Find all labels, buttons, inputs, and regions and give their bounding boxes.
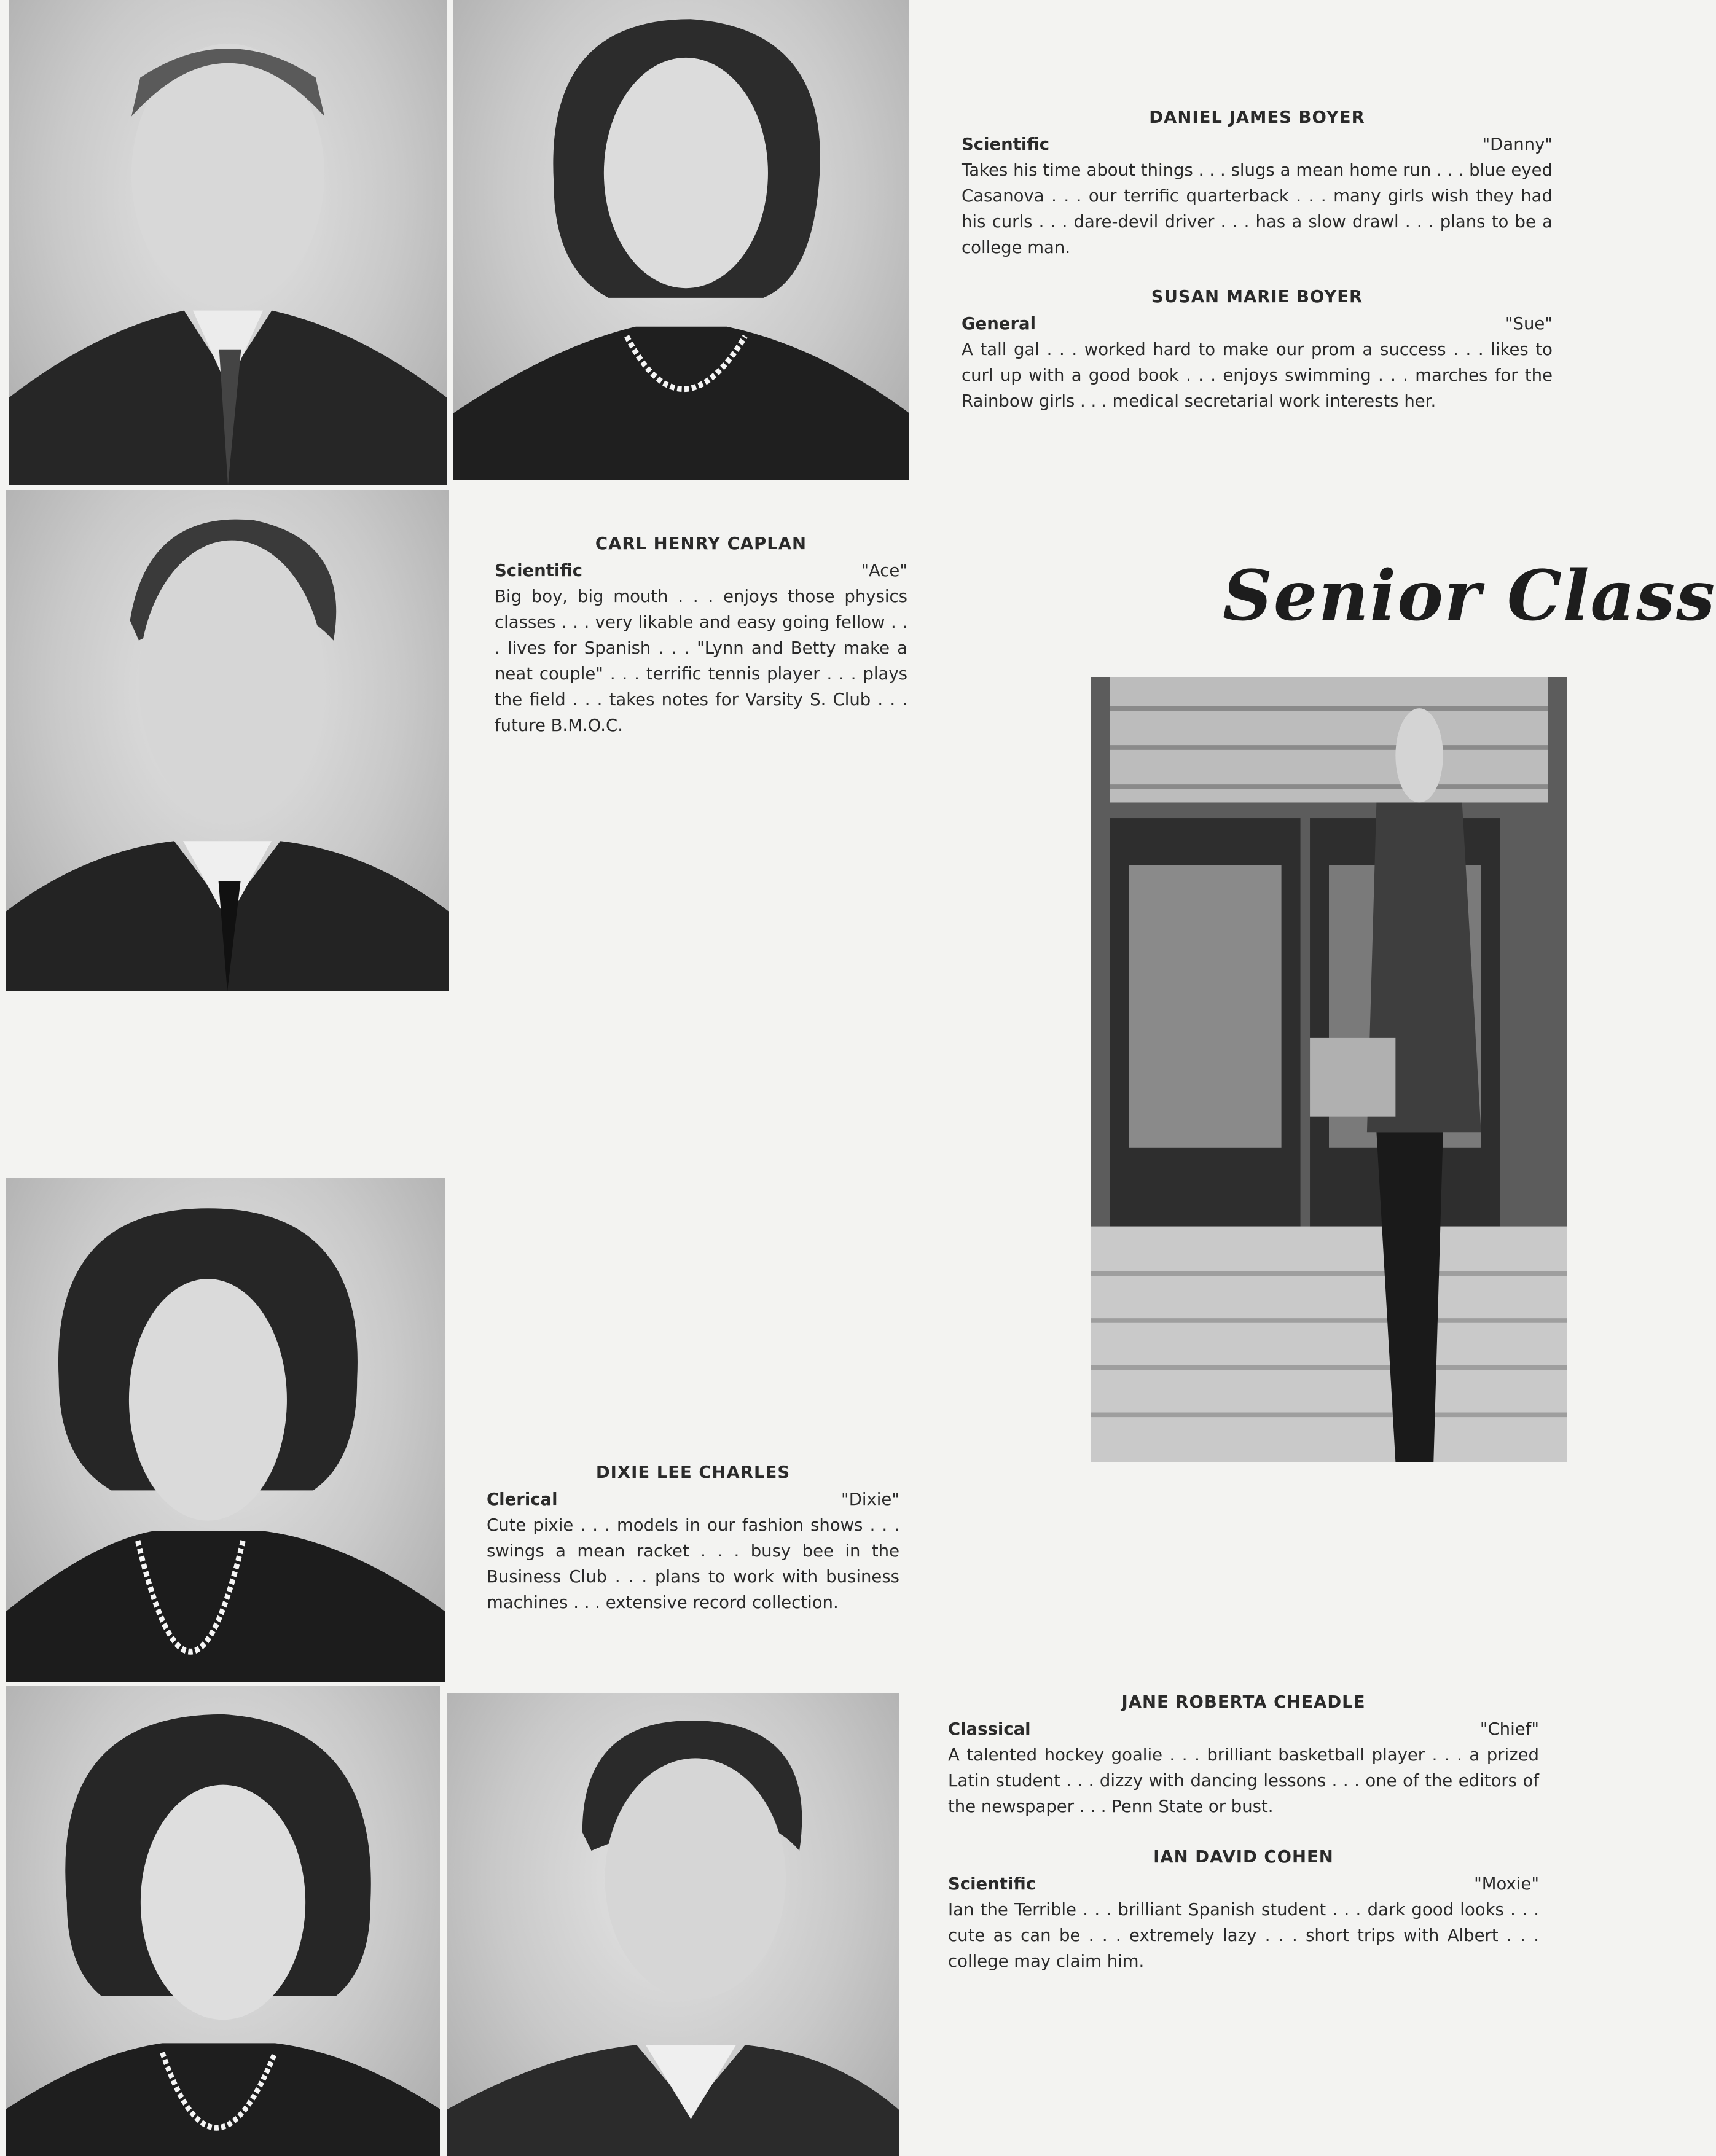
portrait-ian-cohen <box>447 1693 899 2156</box>
bio-ian-cohen <box>948 1844 1539 1974</box>
senior-name: DANIEL JAMES BOYER <box>1149 107 1365 127</box>
bio-daniel-boyer <box>962 104 1553 260</box>
senior-nickname: "Danny" <box>1482 135 1553 154</box>
senior-name: IAN DAVID COHEN <box>1153 1847 1334 1867</box>
senior-bio: A tall gal . . . worked hard to make our prom a success . . . likes to curl up with a good book . . . enjoys swimming . . . marches for the Rainbow girls . . . medical secretarial work interests her. <box>962 340 1553 411</box>
senior-nickname: "Sue" <box>1505 314 1553 334</box>
senior-name: JANE ROBERTA CHEADLE <box>1121 1692 1366 1712</box>
senior-bio: Cute pixie . . . models in our fashion shows . . . swings a mean racket . . . busy bee in the Business Club . . . plans to work with business machines . . . extensive record collection. <box>487 1515 899 1612</box>
senior-name: CARL HENRY CAPLAN <box>595 534 807 553</box>
bio-dixie-charles <box>487 1459 899 1615</box>
senior-course: Scientific <box>962 135 1050 154</box>
bio-carl-caplan <box>495 531 907 738</box>
senior-nickname: "Chief" <box>1479 1719 1539 1739</box>
senior-course: Clerical <box>487 1490 558 1509</box>
bio-susan-boyer <box>962 284 1553 414</box>
senior-course: General <box>962 314 1036 334</box>
doorway-photo <box>1091 677 1567 1462</box>
senior-nickname: "Ace" <box>861 561 907 580</box>
portrait-susan-boyer <box>453 0 909 480</box>
senior-bio: Big boy, big mouth . . . enjoys those physics classes . . . very likable and easy going fellow . . . lives for Spanish . . . "Lynn and Betty make a neat couple" . . . terrific tennis player . . . plays the field . . . takes notes for Varsity S. Club . . . future B.M.O.C. <box>495 587 907 735</box>
senior-course: Scientific <box>948 1874 1036 1894</box>
senior-nickname: "Moxie" <box>1474 1874 1539 1894</box>
senior-name: DIXIE LEE CHARLES <box>595 1463 791 1482</box>
section-title: Senior Class <box>1223 556 1716 636</box>
portrait-dixie-charles <box>6 1178 445 1682</box>
portrait-daniel-boyer <box>9 0 447 485</box>
senior-bio: Takes his time about things . . . slugs a mean home run . . . blue eyed Casanova . . . our terrific quarterback . . . many girls wish they had his curls . . . dare-devil driver . . . has a slow drawl . . . plans to be a college man. <box>962 160 1553 257</box>
senior-bio: Ian the Terrible . . . brilliant Spanish student . . . dark good looks . . . cute as can be . . . extremely lazy . . . short trips with Albert . . . college may claim him. <box>948 1900 1539 1971</box>
senior-name: SUSAN MARIE BOYER <box>1151 287 1363 307</box>
portrait-jane-cheadle <box>6 1686 440 2156</box>
senior-nickname: "Dixie" <box>841 1490 899 1509</box>
bio-jane-cheadle <box>948 1689 1539 1819</box>
senior-bio: A talented hockey goalie . . . brilliant basketball player . . . a prized Latin student . . . dizzy with dancing lessons . . . one of the editors of the newspaper . . . Penn State or bust. <box>948 1745 1539 1816</box>
senior-course: Classical <box>948 1719 1031 1739</box>
portrait-carl-caplan <box>6 490 449 991</box>
senior-course: Scientific <box>495 561 583 580</box>
